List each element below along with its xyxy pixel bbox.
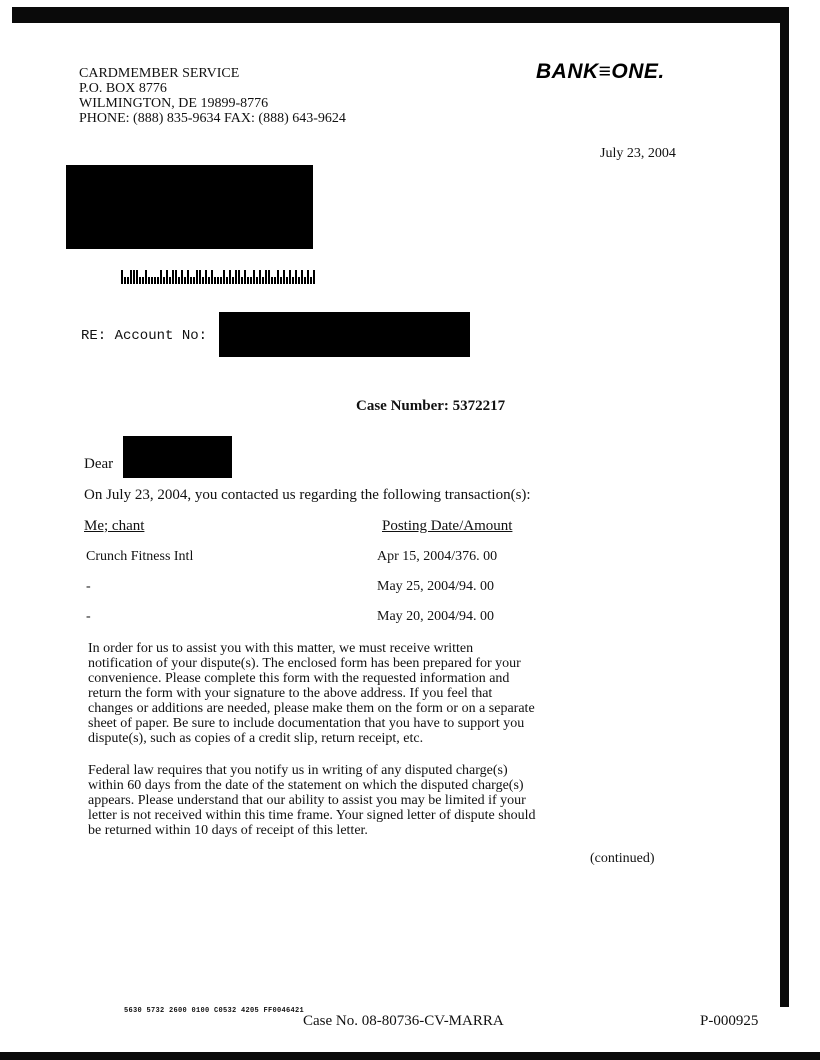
barcode-bar — [139, 277, 141, 284]
barcode-bar — [127, 277, 129, 284]
barcode-bar — [172, 270, 174, 284]
case-number: Case Number: 5372217 — [356, 398, 506, 414]
barcode-bar — [220, 277, 222, 284]
re-account-label: RE: Account No: — [81, 328, 208, 344]
barcode-bar — [121, 270, 123, 284]
barcode-bar — [268, 270, 270, 284]
barcode-bar — [199, 270, 201, 284]
barcode-bar — [289, 270, 291, 284]
barcode-bar — [274, 277, 276, 284]
barcode-bar — [214, 277, 216, 284]
salutation: Dear — [84, 456, 114, 472]
barcode-bar — [253, 270, 255, 284]
barcode-bar — [271, 277, 273, 284]
barcode-bar — [124, 277, 126, 284]
barcode-bar — [193, 277, 195, 284]
barcode-bar — [184, 277, 186, 284]
postal-barcode — [121, 270, 315, 284]
barcode-bar — [154, 277, 156, 284]
sender-address — [79, 66, 346, 126]
barcode-bar — [304, 277, 306, 284]
barcode-bar — [235, 270, 237, 284]
barcode-bar — [217, 277, 219, 284]
barcode-bar — [265, 270, 267, 284]
barcode-bar — [160, 270, 162, 284]
barcode-bar — [280, 277, 282, 284]
barcode-bar — [256, 277, 258, 284]
barcode-bar — [196, 270, 198, 284]
barcode-bar — [238, 270, 240, 284]
case-no-stamp: Case No. 08-80736-CV-MARRA — [303, 1013, 504, 1029]
barcode-bar — [190, 277, 192, 284]
barcode-bar — [157, 277, 159, 284]
barcode-bar — [277, 270, 279, 284]
barcode-bar — [310, 277, 312, 284]
redacted-account-number — [219, 312, 470, 357]
barcode-bar — [262, 277, 264, 284]
redacted-recipient-name — [123, 436, 232, 478]
barcode-bar — [292, 277, 294, 284]
scan-edge-bottom — [0, 1052, 820, 1060]
barcode-bar — [247, 277, 249, 284]
barcode-bar — [175, 270, 177, 284]
micr-line: 5630 5732 2600 0100 C0532 4205 FF0046421 — [124, 1007, 305, 1015]
row-1-posting: Apr 15, 2004/376. 00 — [377, 549, 498, 564]
barcode-bar — [163, 277, 165, 284]
barcode-bar — [313, 270, 315, 284]
barcode-bar — [301, 270, 303, 284]
intro-sentence: On July 23, 2004, you contacted us regarding the following transaction(s): — [84, 487, 531, 503]
row-3-merchant: - — [86, 609, 91, 624]
barcode-bar — [181, 270, 183, 284]
barcode-bar — [187, 270, 189, 284]
barcode-bar — [250, 277, 252, 284]
bates-page-number: P-000925 — [700, 1013, 759, 1029]
barcode-bar — [286, 277, 288, 284]
barcode-bar — [208, 277, 210, 284]
letter-date: July 23, 2004 — [600, 146, 676, 161]
barcode-bar — [178, 277, 180, 284]
row-3-posting: May 20, 2004/94. 00 — [377, 609, 495, 624]
barcode-bar — [298, 277, 300, 284]
barcode-bar — [205, 270, 207, 284]
paragraph-dispute-instructions: In order for us to assist you with this matter, we must receive written notification of your dispute(s). The enclosed form has been prepared for your convenience. Please complete this form with the requested information and return the form with your signature to the above address. If you feel that changes or additions are needed, please make them on the form or on a separate sheet of paper. Be sure to include documentation that you have to support you dispute(s), such as copies of a credit slip, return receipt, etc. — [88, 641, 535, 746]
row-2-posting: May 25, 2004/94. 00 — [377, 579, 495, 594]
barcode-bar — [169, 277, 171, 284]
barcode-bar — [226, 277, 228, 284]
sender-phone: PHONE: (888) 835-9634 FAX: (888) 643-9624 — [79, 111, 346, 126]
barcode-bar — [259, 270, 261, 284]
barcode-bar — [142, 277, 144, 284]
posting-header: Posting Date/Amount — [382, 518, 513, 534]
merchant-header: Me; chant — [84, 518, 145, 534]
sender-po-box: P.O. BOX 8776 — [79, 81, 167, 96]
barcode-bar — [307, 270, 309, 284]
barcode-bar — [130, 270, 132, 284]
barcode-bar — [241, 277, 243, 284]
row-1-merchant: Crunch Fitness Intl — [86, 549, 194, 564]
sender-name: CARDMEMBER SERVICE — [79, 66, 240, 81]
continued-marker: (continued) — [590, 851, 655, 866]
barcode-bar — [232, 277, 234, 284]
barcode-bar — [229, 270, 231, 284]
paragraph-federal-law: Federal law requires that you notify us in writing of any disputed charge(s) within 60 days from the date of the statement on which the disputed charge(s) appears. Please understand that our ability to assist you may be limited if your letter is not received within this time frame. Your signed letter of dispute should be returned within 10 days of receipt of this letter. — [88, 763, 536, 838]
barcode-bar — [148, 277, 150, 284]
barcode-bar — [202, 277, 204, 284]
row-2-merchant: - — [86, 579, 91, 594]
barcode-bar — [295, 270, 297, 284]
barcode-bar — [211, 270, 213, 284]
scan-edge-right — [780, 7, 789, 1007]
barcode-bar — [145, 270, 147, 284]
redacted-recipient-address — [66, 165, 313, 249]
barcode-bar — [151, 277, 153, 284]
barcode-bar — [244, 270, 246, 284]
scan-edge-top — [12, 7, 780, 23]
barcode-bar — [136, 270, 138, 284]
barcode-bar — [223, 270, 225, 284]
barcode-bar — [283, 270, 285, 284]
barcode-bar — [133, 270, 135, 284]
sender-city: WILMINGTON, DE 19899-8776 — [79, 96, 269, 111]
barcode-bar — [166, 270, 168, 284]
bank-one-logo: BANK≡ONE. — [536, 60, 665, 83]
